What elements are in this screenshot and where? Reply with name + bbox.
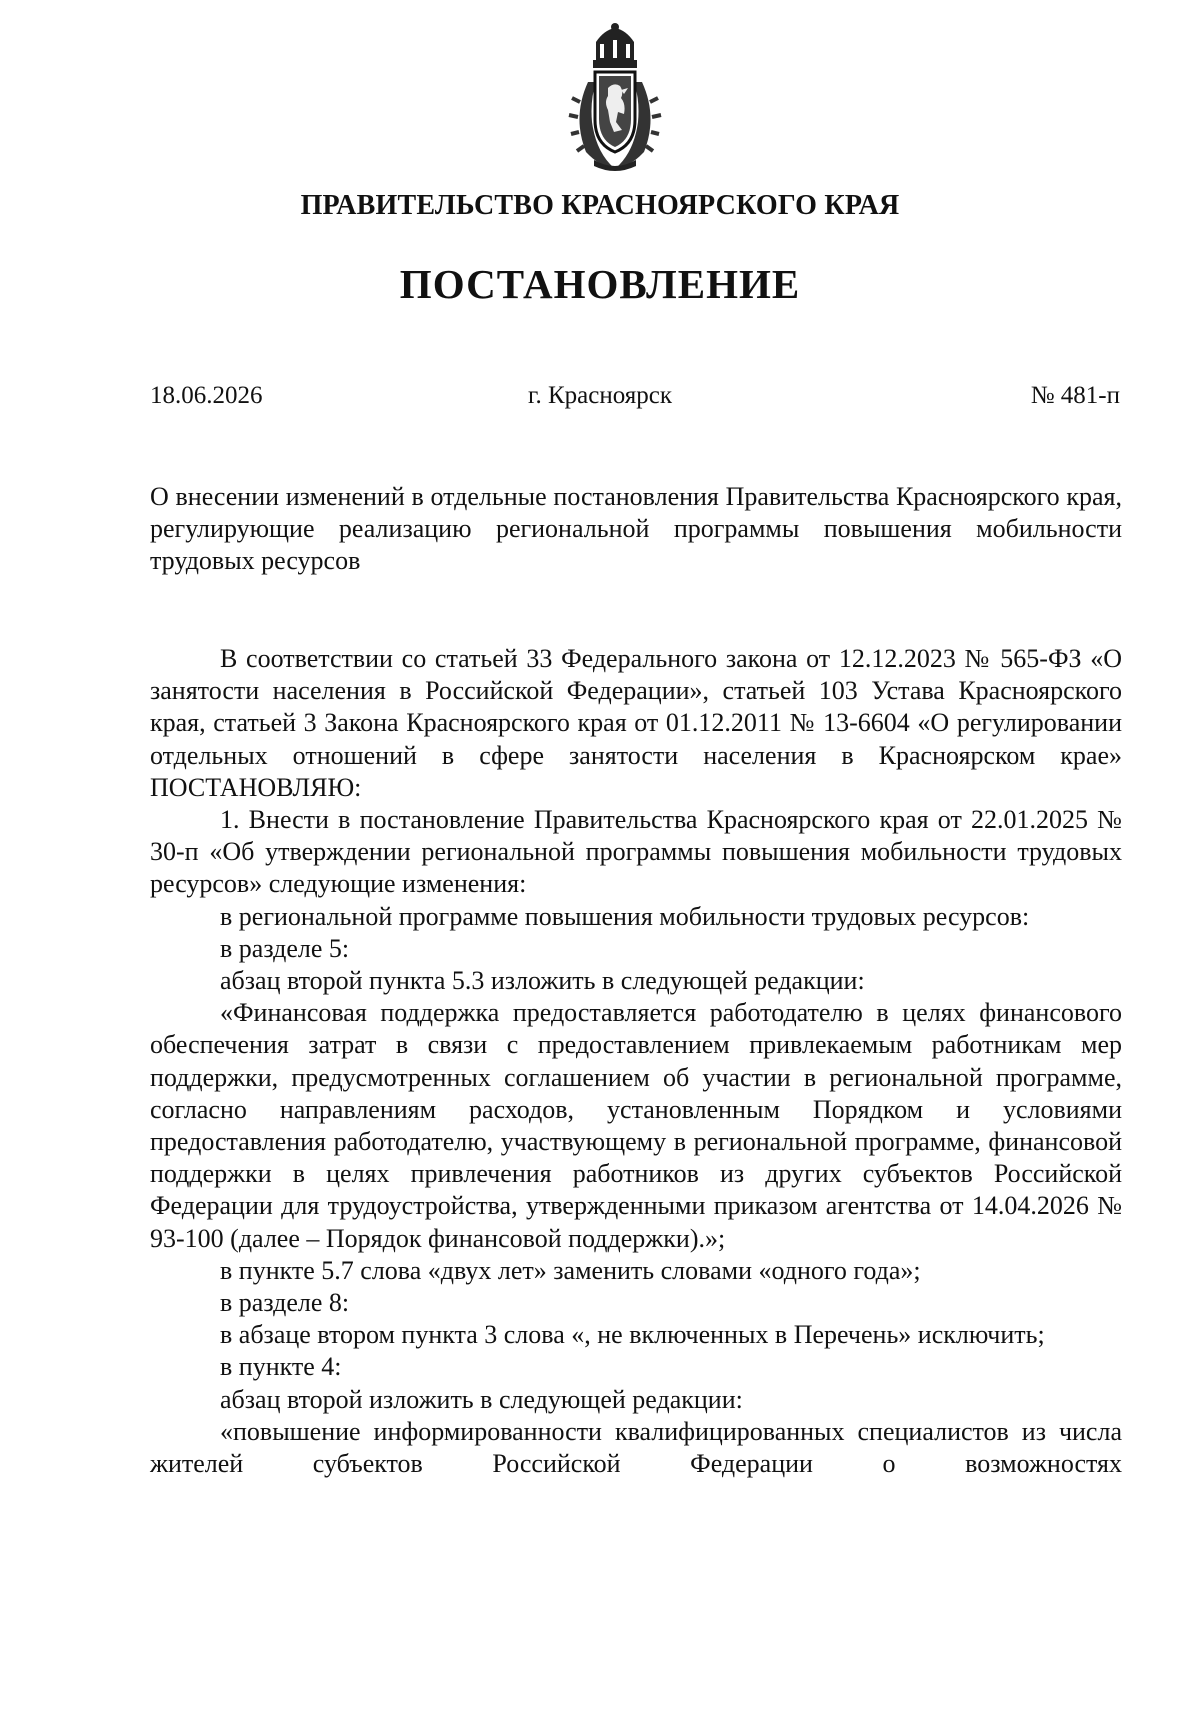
document-city: г. Красноярск (528, 382, 672, 409)
paragraph: в абзаце втором пункта 3 слова «, не включенных в Перечень» исключить; (220, 1320, 1045, 1350)
paragraph: абзац второй пункта 5.3 изложить в следующей редакции: (220, 966, 865, 996)
paragraph: «повышение информированности квалифицированных специалистов из числа жителей субъектов Российской Федерации о возможностях (150, 1416, 1122, 1479)
paragraph: в пункте 5.7 слова «двух лет» заменить словами «одного года»; (220, 1255, 921, 1285)
document-type-title: ПОСТАНОВЛЕНИЕ (399, 261, 801, 307)
document-subject: О внесении изменений в отдельные постановления Правительства Красноярского края, регулирующие реализацию региональной программы повышения мобильности трудовых ресурсов (150, 482, 1122, 576)
paragraph: в региональной программе повышения мобильности трудовых ресурсов: (220, 901, 1030, 931)
paragraph: абзац второй изложить в следующей редакции: (220, 1384, 743, 1414)
paragraph: в разделе 8: (220, 1288, 350, 1318)
paragraph: в разделе 5: (220, 933, 350, 963)
document-date: 18.06.2026 (150, 382, 263, 409)
document-body (150, 643, 1122, 1480)
paragraph: в пункте 4: (220, 1352, 342, 1382)
document-number: № 481-п (1030, 382, 1120, 409)
krasnoyarsk-coat-of-arms-icon (566, 22, 664, 172)
paragraph: «Финансовая поддержка предоставляется работодателю в целях финансового обеспечения затрат в связи с предоставлением привлекаемым работникам мер поддержки, предусмотренных соглашением об участии в региональной программе, согласно направлениям расходов, установленным Порядком и условиями предоставления работодателю, участвующему в региональной программе, финансовой поддержки в целях привлечения работников из других субъектов Российской Федерации для трудоустройства, утвержденными приказом агентства от 14.04.2026 № 93-100 (далее – Порядок финансовой поддержки).»; (150, 998, 1122, 1253)
paragraph: В соответствии со статьей 33 Федерального закона от 12.12.2023 № 565-ФЗ «О занятости населения в Российской Федерации», статьей 103 Устава Красноярского края, статьей 3 Закона Красноярского края от 01.12.2011 № 13-6604 «О регулировании отдельных отношений в сфере занятости населения в Красноярском крае» ПОСТАНОВЛЯЮ: (150, 644, 1122, 802)
paragraph: 1. Внести в постановление Правительства Красноярского края от 22.01.2025 № 30-п «Об утверждении региональной программы повышения мобильности трудовых ресурсов» следующие изменения: (150, 805, 1122, 899)
government-name: ПРАВИТЕЛЬСТВО КРАСНОЯРСКОГО КРАЯ (300, 190, 900, 221)
